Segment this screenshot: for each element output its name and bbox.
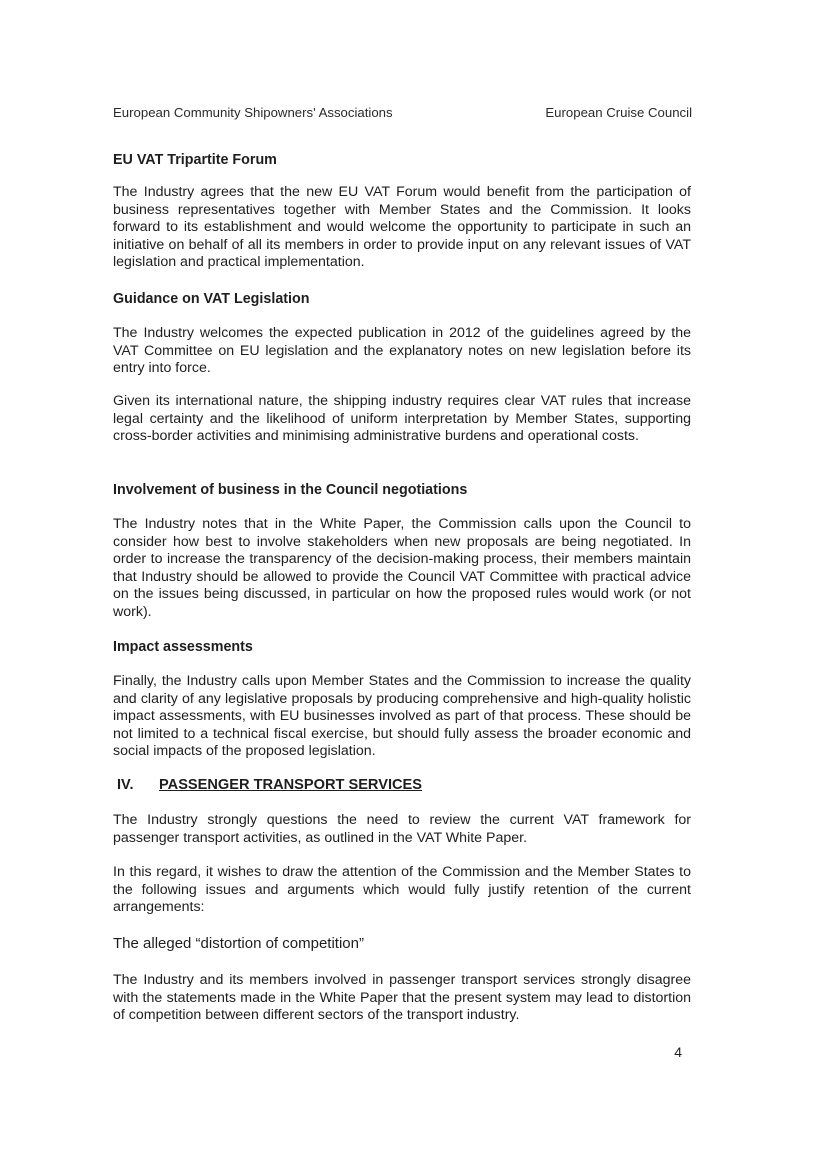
paragraph-1 [113, 184, 691, 272]
paragraph-3 [113, 393, 691, 446]
paragraph-2 [113, 325, 691, 378]
header-left: European Community Shipowners' Associations [113, 105, 393, 120]
paragraph-4 [113, 516, 691, 622]
paragraph-7 [113, 864, 691, 917]
paragraph-text: The Industry welcomes the expected publication in 2012 of the guidelines agreed by the VAT Committee on EU legislation and the explanatory notes on new legislation before its entry into force. [113, 325, 691, 377]
heading-eu-vat-forum [113, 151, 691, 169]
heading-text: Impact assessments [113, 639, 253, 655]
section-title: PASSENGER TRANSPORT SERVICES [159, 777, 423, 793]
heading-text: EU VAT Tripartite Forum [113, 152, 277, 168]
paragraph-text: The Industry and its members involved in passenger transport services strongly disagree with the statements made in the White Paper that the present system may lead to distortion of competition between different sectors of the transport industry. [113, 972, 691, 1024]
heading-guidance [113, 290, 691, 308]
paragraph-6 [113, 812, 691, 847]
heading-involvement [113, 481, 691, 499]
heading-distortion [113, 935, 691, 953]
paragraph-text: The Industry agrees that the new EU VAT Forum would benefit from the participation of business representatives together with Member States and the Commission. It looks forward to its establishment and would welcome the opportunity to participate in such an initiative on behalf of all its members in order to provide input on any relevant issues of VAT legislation and practical implementation. [113, 184, 691, 271]
paragraph-text: In this regard, it wishes to draw the attention of the Commission and the Member States to the following issues and arguments which would fully justify retention of the current arrangements: [113, 864, 691, 916]
heading-text: Involvement of business in the Council negotiations [113, 482, 468, 498]
section-number: IV. [117, 777, 134, 793]
paragraph-text: Finally, the Industry calls upon Member States and the Commission to increase the quality and clarity of any legislative proposals by producing comprehensive and high-quality holistic impact assessments, with EU businesses involved as part of that process. These should be not limited to a technical fiscal exercise, but should fully assess the broader economic and social impacts of the proposed legislation. [113, 673, 691, 760]
paragraph-5 [113, 673, 691, 761]
heading-text: The alleged “distortion of competition” [113, 935, 364, 952]
heading-text: Guidance on VAT Legislation [113, 291, 310, 307]
paragraph-text: The Industry notes that in the White Paper, the Commission calls upon the Council to consider how best to involve stakeholders when new proposals are being negotiated. In order to increase the transparency of the decision-making process, their members maintain that Industry should be allowed to provide the Council VAT Committee with practical advice on the issues being discussed, in particular on how the proposed rules would work (or not work). [113, 516, 691, 620]
heading-impact [113, 638, 691, 656]
header-right: European Cruise Council [545, 105, 692, 120]
paragraph-text: Given its international nature, the shipping industry requires clear VAT rules that increase legal certainty and the likelihood of uniform interpretation by Member States, supporting cross-border activities and minimising administrative burdens and operational costs. [113, 393, 691, 445]
section-heading [113, 776, 691, 794]
paragraph-8 [113, 972, 691, 1025]
page-number: 4 [674, 1044, 682, 1060]
paragraph-text: The Industry strongly questions the need to review the current VAT framework for passenger transport activities, as outlined in the VAT White Paper. [113, 812, 691, 846]
